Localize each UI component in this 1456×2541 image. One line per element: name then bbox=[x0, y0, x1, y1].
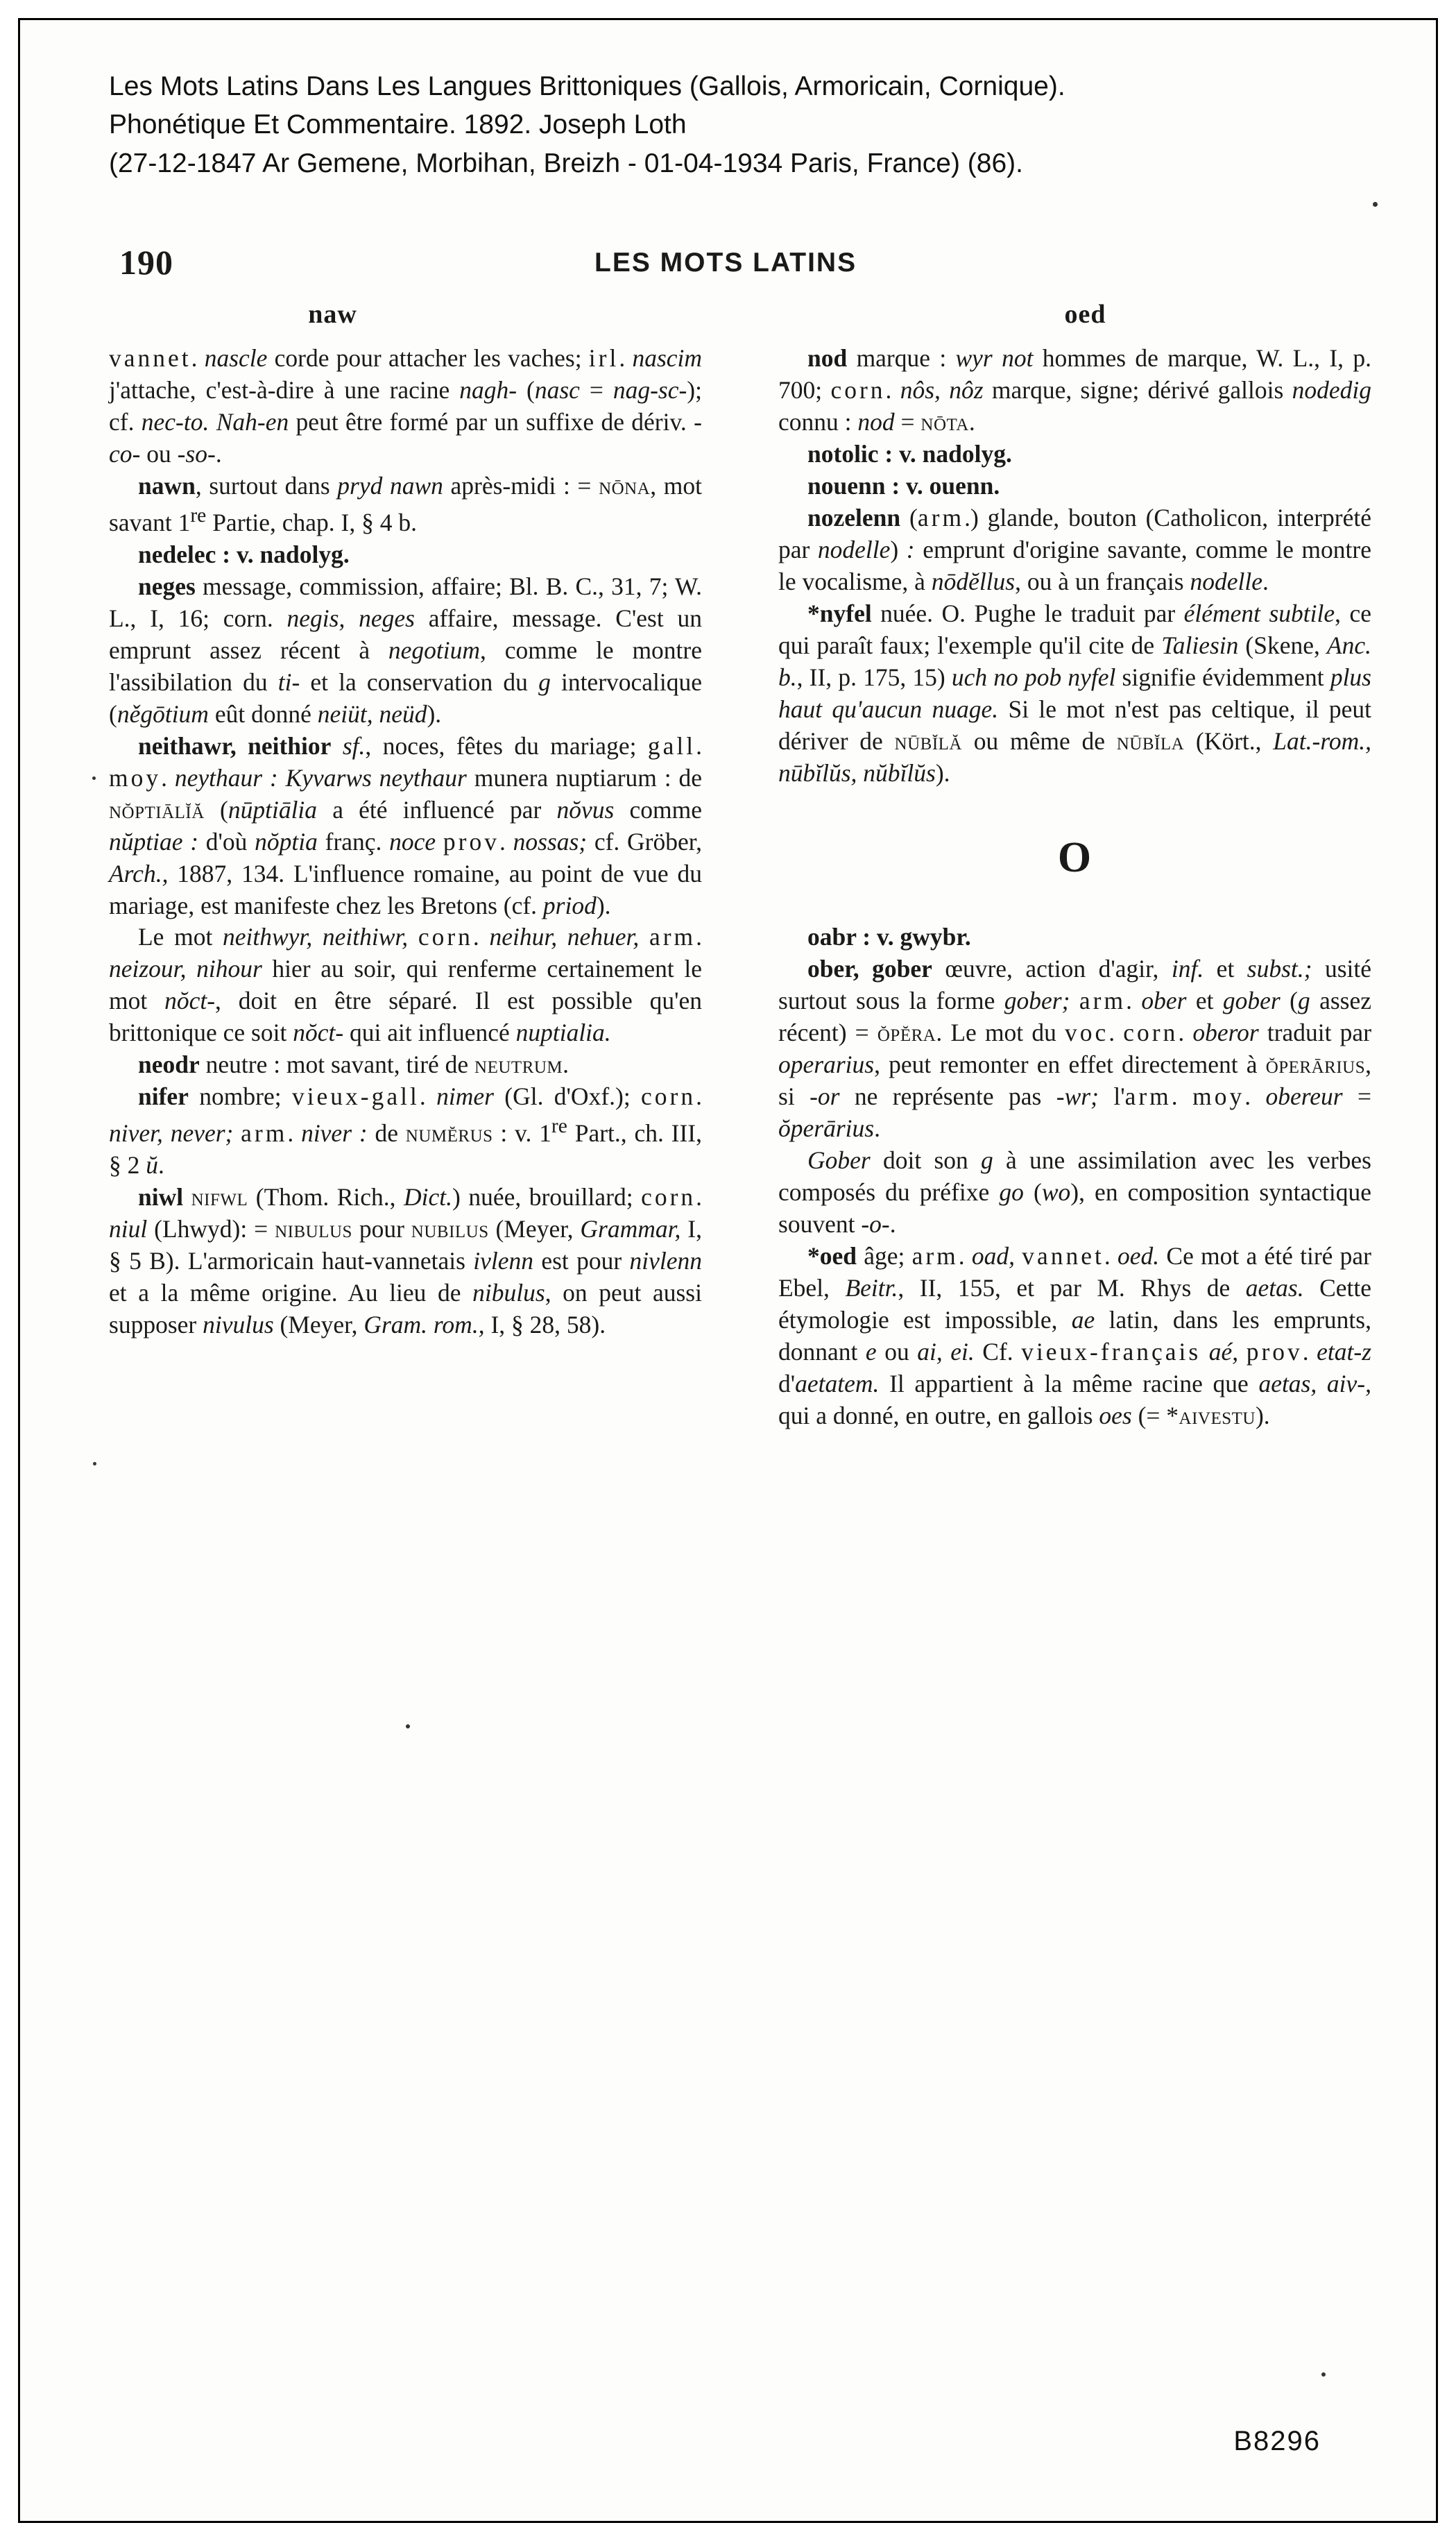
dictionary-entry: nawn, surtout dans pryd nawn après-midi : = nōna, mot savant 1re Partie, chap. I, § 4 b. bbox=[109, 472, 702, 536]
dictionary-entry: nozelenn (arm.) glande, bouton (Catholicon, interprété par nodelle) : emprunt d'origine savante, comme le montre le vocalisme, à nōdĕllus, ou à un français nodelle. bbox=[778, 504, 1371, 595]
dictionary-entry: neodr neutre : mot savant, tiré de neutrum. bbox=[138, 1051, 569, 1079]
column-left bbox=[109, 298, 702, 1341]
scan-speck bbox=[1373, 202, 1378, 207]
running-head: LES MOTS LATINS bbox=[594, 248, 857, 278]
dictionary-entry: nifer nombre; vieux-gall. nimer (Gl. d'Oxf.); corn. niver, never; arm. niver : de numĕrus : v. 1re Part., ch. III, § 2 ŭ. bbox=[109, 1082, 703, 1180]
dictionary-entry: nedelec : v. nadolyg. bbox=[138, 540, 350, 568]
letter-heading: O bbox=[1057, 833, 1093, 881]
header-line-2: Phonétique Et Commentaire. 1892. Joseph Loth bbox=[109, 110, 687, 140]
dictionary-entry: ober, gober œuvre, action d'agir, inf. et subst.; usité surtout sous la forme gober; arm. ober et gober (g assez récent) = ŏpĕra. Le mot du voc. corn. oberor traduit par operarius, peut remonter en effet directement à ŏperārius, si -or ne représente pas -wr; l'arm. moy. obereur = ŏperārius. bbox=[778, 955, 1372, 1142]
column-right bbox=[778, 298, 1371, 1432]
dictionary-entry: Le mot neithwyr, neithiwr, corn. neihur, nehuer, arm. neizour, nihour hier au soir, qui renferme certainement le mot nŏct-, doit en être séparé. Il est possible qu'en brittonique ce soit nŏct- qui ait influencé nuptialia. bbox=[109, 923, 703, 1047]
page-number: 190 bbox=[119, 243, 173, 282]
folio-row bbox=[109, 242, 1357, 284]
dictionary-entry: neges message, commission, affaire; Bl. B. C., 31, 7; W. L., I, 16; corn. negis, neges affaire, message. C'est un emprunt assez récent à negotium, comme le montre l'assibilation du ti- et la conservation du g intervocalique (něgōtium eût donné neiüt, neüd). bbox=[109, 572, 703, 728]
dictionary-entry: notolic : v. nadolyg. bbox=[807, 440, 1012, 468]
dictionary-entry: niwl nifwl (Thom. Rich., Dict.) nuée, brouillard; corn. niul (Lhwyd): = nibulus pour nubilus (Meyer, Grammar, I, § 5 B). L'armoricain haut-vannetais ivlenn est pour nivlenn et a la même origine. Au lieu de nibulus, on peut aussi supposer nivulus (Meyer, Gram. rom., I, § 28, 58). bbox=[109, 1183, 703, 1339]
dictionary-entry: Gober doit son g à une assimilation avec les verbes composés du préfixe go (wo), en composition syntactique souvent -o-. bbox=[778, 1146, 1371, 1238]
header-line-3: (27-12-1847 Ar Gemene, Morbihan, Breizh - 01-04-1934 Paris, France) (86). bbox=[109, 148, 1023, 178]
dictionary-entry: nod marque : wyr not hommes de marque, W. L., I, p. 700; corn. nôs, nôz marque, signe; dérivé gallois nodedig connu : nod = nōta. bbox=[778, 344, 1371, 436]
dictionary-entry: *nyfel nuée. O. Pughe le traduit par élément subtile, ce qui paraît faux; l'exemple qu'il cite de Taliesin (Skene, Anc. b., II, p. 175, 15) uch no pob nyfel signifie évidemment plus haut qu'aucun nuage. Si le mot n'est pas celtique, il peut dériver de nūbĭlă ou même de nūbĭla (Kört., Lat.-rom., nūbĭlŭs, nŭbĭlŭs). bbox=[778, 599, 1372, 787]
dictionary-entry: vannet. nascle corde pour attacher les vaches; irl. nascim j'attache, c'est-à-dire à une racine nagh- (nasc = nag-sc-); cf. nec-to. Nah-en peut être formé par un suffixe de dériv. -co- ou -so-. bbox=[109, 344, 703, 468]
catalog-header bbox=[109, 67, 1351, 182]
dictionary-entry: oabr : v. gwybr. bbox=[807, 923, 971, 951]
scan-speck bbox=[92, 776, 96, 780]
text-columns bbox=[109, 298, 1371, 2400]
scan-speck bbox=[93, 1462, 96, 1465]
barcode-id: B8296 bbox=[1233, 2426, 1321, 2456]
scan-speck bbox=[406, 1724, 410, 1728]
scan-speck bbox=[1321, 2372, 1326, 2377]
scan-frame bbox=[18, 18, 1438, 2523]
header-line-1: Les Mots Latins Dans Les Langues Brittoniques (Gallois, Armoricain, Cornique). bbox=[109, 71, 1065, 101]
dictionary-entry: neithawr, neithior sf., noces, fêtes du mariage; gall. moy. neythaur : Kyvarws neythaur munera nuptiarum : de nŏptiālĭă (nūptiālia a été influencé par nŏvus comme nŭptiae : d'où nŏptia franç. noce prov. nossas; cf. Gröber, Arch., 1887, 134. L'influence romaine, au point de vue du mariage, est manifeste chez les Bretons (cf. priod). bbox=[109, 731, 703, 919]
guide-word-right: oed bbox=[1064, 300, 1106, 329]
guide-word-left: naw bbox=[308, 300, 357, 329]
dictionary-entry: nouenn : v. ouenn. bbox=[807, 472, 1000, 500]
dictionary-entry: *oed âge; arm. oad, vannet. oed. Ce mot a été tiré par Ebel, Beitr., II, 155, et par M. Rhys de aetas. Cette étymologie est impossible, ae latin, dans les emprunts, donnant e ou ai, ei. Cf. vieux-français aé, prov. etat-z d'aetatem. Il appartient à la même racine que aetas, aiv-, qui a donné, en outre, en gallois oes (= *aivestu). bbox=[778, 1241, 1372, 1429]
